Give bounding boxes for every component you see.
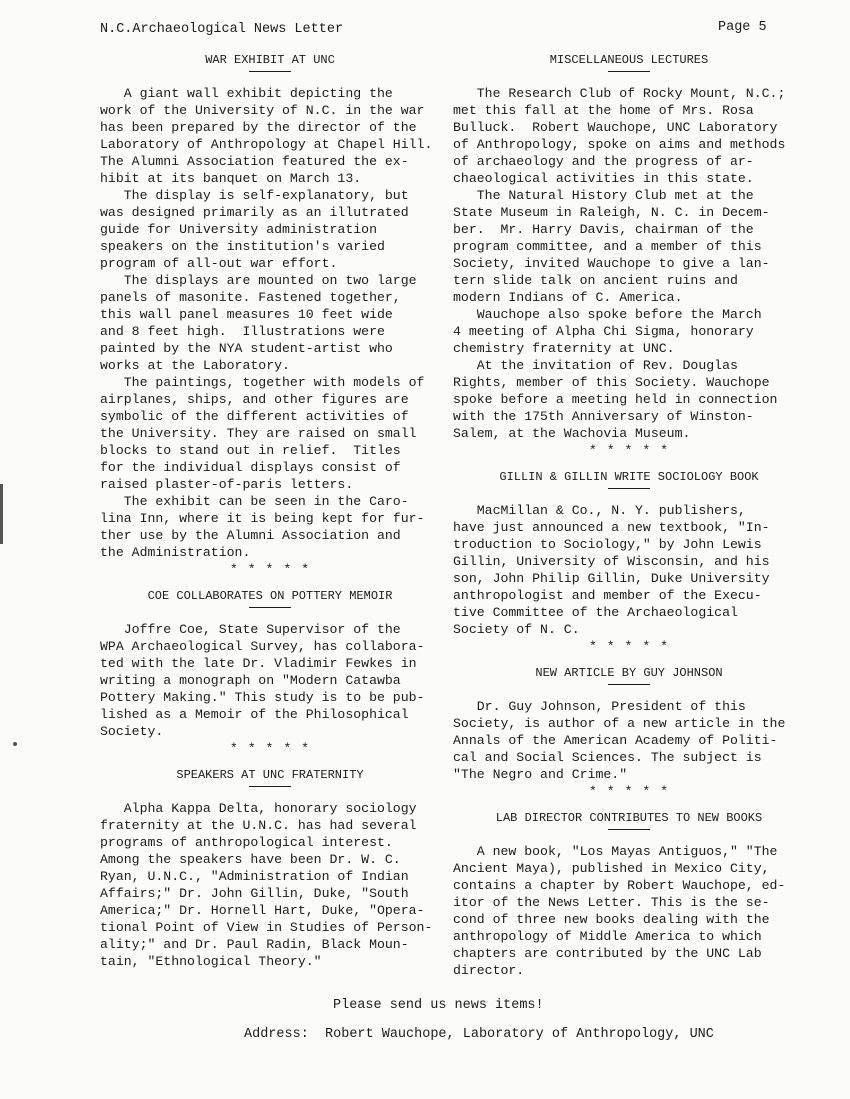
body-text-line: troduction to Sociology," by John Lewis (453, 537, 762, 552)
section-separator-stars: * * * * * (588, 443, 670, 458)
body-text-line: hibit at its banquet on March 13. (100, 171, 362, 186)
article-speakers-at-unc-fraternity (100, 767, 440, 974)
body-text-line: At the invitation of Rev. Douglas (453, 358, 738, 373)
body-text-line: America;" Dr. Hornell Hart, Duke, "Opera- (100, 903, 425, 918)
body-text-line: has been prepared by the director of the (100, 120, 417, 135)
body-text-line: A new book, "Los Mayas Antiguos," "The (453, 844, 778, 859)
body-text-line: writing a monograph on "Modern Catawba (100, 673, 401, 688)
heading-underline (608, 829, 650, 830)
body-text-line: chemistry fraternity at UNC. (453, 341, 675, 356)
section-separator-stars: * * * * * (588, 639, 670, 654)
body-text-line: was designed primarily as an illutrated (100, 205, 409, 220)
article-gillin-gillin-write-sociology-book (453, 469, 805, 665)
body-text-line: Wauchope also spoke before the March (453, 307, 762, 322)
body-text-line: modern Indians of C. America. (453, 290, 683, 305)
body-text-line: chaeological activities in this state. (453, 171, 754, 186)
body-text-line: ted with the late Dr. Vladimir Fewkes in (100, 656, 417, 671)
body-text-line: work of the University of N.C. in the war (100, 103, 425, 118)
body-text-line: The display is self-explanatory, but (100, 188, 409, 203)
body-text-line: the University. They are raised on small (100, 426, 417, 441)
body-text-line: airplanes, ships, and other figures are (100, 392, 409, 407)
body-text-line: Society of N. C. (453, 622, 580, 637)
heading-underline (249, 607, 291, 608)
body-text-line: son, John Philip Gillin, Duke University (453, 571, 770, 586)
body-text-line: The Research Club of Rocky Mount, N.C.; (453, 86, 786, 101)
body-text-line: have just announced a new textbook, "In- (453, 520, 770, 535)
body-text-line: MacMillan & Co., N. Y. publishers, (453, 503, 746, 518)
article-coe-collaborates-on-pottery-memoir (100, 588, 440, 767)
body-text-line: Among the speakers have been Dr. W. C. (100, 852, 401, 867)
body-text-line: cal and Social Sciences. The subject is (453, 750, 762, 765)
body-text-line: the Administration. (100, 545, 251, 560)
footer-address: Address: Robert Wauchope, Laboratory of Anthropology, UNC (244, 1027, 714, 1042)
body-text-line: Joffre Coe, State Supervisor of the (100, 622, 401, 637)
body-text-line: fraternity at the U.N.C. has had several (100, 818, 417, 833)
body-text-line: The Alumni Association featured the ex- (100, 154, 409, 169)
heading-underline (608, 71, 650, 72)
heading-underline (249, 71, 291, 72)
body-text-line: guide for University administration (100, 222, 377, 237)
article-heading: MISCELLANEOUS LECTURES (549, 53, 709, 67)
body-text-line: lished as a Memoir of the Philosophical (100, 707, 409, 722)
body-text-line: Dr. Guy Johnson, President of this (453, 699, 746, 714)
body-text-line: tional Point of View in Studies of Person- (100, 920, 433, 935)
body-text-line: Rights, member of this Society. Wauchope (453, 375, 770, 390)
body-text-line: raised plaster-of-paris letters. (100, 477, 354, 492)
body-text-line: spoke before a meeting held in connection (453, 392, 778, 407)
article-new-article-by-guy-johnson (453, 665, 805, 810)
body-text-line: tain, "Ethnological Theory." (100, 954, 322, 969)
section-separator-stars: * * * * * (229, 741, 311, 756)
article-heading: LAB DIRECTOR CONTRIBUTES TO NEW BOOKS (495, 811, 763, 825)
body-text-line: cond of three new books dealing with the (453, 912, 770, 927)
body-text-line: tern slide talk on ancient ruins and (453, 273, 738, 288)
section-separator-stars: * * * * * (229, 562, 311, 577)
body-text-line: The displays are mounted on two large (100, 273, 417, 288)
body-text-line: Pottery Making." This study is to be pub- (100, 690, 425, 705)
body-text-line: Annals of the American Academy of Politi- (453, 733, 778, 748)
body-text-line: The paintings, together with models of (100, 375, 425, 390)
article-miscellaneous-lectures (453, 52, 805, 469)
body-text-line: tive Committee of the Archaeological (453, 605, 738, 620)
heading-underline (608, 488, 650, 489)
body-text-line: and 8 feet high. Illustrations were (100, 324, 385, 339)
scan-dot (13, 742, 17, 746)
body-text-line: ther use by the Alumni Association and (100, 528, 401, 543)
body-text-line: Bulluck. Robert Wauchope, UNC Laboratory (453, 120, 778, 135)
body-text-line: itor of the News Letter. This is the se- (453, 895, 770, 910)
body-text-line: ality;" and Dr. Paul Radin, Black Moun- (100, 937, 409, 952)
body-text-line: for the individual displays consist of (100, 460, 401, 475)
body-text-line: ber. Mr. Harry Davis, chairman of the (453, 222, 754, 237)
footer-request: Please send us news items! (333, 998, 544, 1013)
body-text-line: director. (453, 963, 525, 978)
right-column (453, 52, 805, 983)
article-heading: SPEAKERS AT UNC FRATERNITY (176, 768, 364, 782)
body-text-line: of archaeology and the progress of ar- (453, 154, 754, 169)
body-text-line: of Anthropology, spoke on aims and methods (453, 137, 786, 152)
body-text-line: Salem, at the Wachovia Museum. (453, 426, 691, 441)
left-column (100, 52, 440, 974)
heading-underline (249, 786, 291, 787)
body-text-line: anthropology of Middle America to which (453, 929, 762, 944)
body-text-line: met this fall at the home of Mrs. Rosa (453, 103, 754, 118)
body-text-line: Ryan, U.N.C., "Administration of Indian (100, 869, 409, 884)
body-text-line: Society, is author of a new article in the (453, 716, 786, 731)
body-text-line: A giant wall exhibit depicting the (100, 86, 393, 101)
body-text-line: symbolic of the different activities of (100, 409, 409, 424)
body-text-line: panels of masonite. Fastened together, (100, 290, 401, 305)
body-text-line: this wall panel measures 10 feet wide (100, 307, 393, 322)
body-text-line: lina Inn, where it is being kept for fur- (100, 511, 425, 526)
body-text-line: Society, invited Wauchope to give a lan- (453, 256, 770, 271)
body-text-line: contains a chapter by Robert Wauchope, ed- (453, 878, 786, 893)
article-war-exhibit-at-unc (100, 52, 440, 588)
body-text-line: chapters are contributed by the UNC Lab (453, 946, 762, 961)
body-text-line: program committee, and a member of this (453, 239, 762, 254)
body-text-line: Alpha Kappa Delta, honorary sociology (100, 801, 417, 816)
body-text-line: Society. (100, 724, 164, 739)
body-text-line: blocks to stand out in relief. Titles (100, 443, 401, 458)
article-heading: WAR EXHIBIT AT UNC (205, 53, 335, 67)
body-text-line: The Natural History Club met at the (453, 188, 754, 203)
heading-underline (608, 684, 650, 685)
body-text-line: "The Negro and Crime." (453, 767, 628, 782)
body-text-line: The exhibit can be seen in the Caro- (100, 494, 409, 509)
section-separator-stars: * * * * * (588, 784, 670, 799)
body-text-line: program of all-out war effort. (100, 256, 338, 271)
body-text-line: 4 meeting of Alpha Chi Sigma, honorary (453, 324, 754, 339)
body-text-line: Laboratory of Anthropology at Chapel Hill. (100, 137, 433, 152)
body-text-line: works at the Laboratory. (100, 358, 290, 373)
body-text-line: speakers on the institution's varied (100, 239, 385, 254)
page-number: Page 5 (718, 20, 767, 35)
article-heading: COE COLLABORATES ON POTTERY MEMOIR (147, 589, 393, 603)
body-text-line: State Museum in Raleigh, N. C. in Decem- (453, 205, 770, 220)
body-text-line: Affairs;" Dr. John Gillin, Duke, "South (100, 886, 409, 901)
newsletter-title: N.C.Archaeological News Letter (100, 22, 344, 37)
article-lab-director-contributes-to-new-books (453, 810, 805, 983)
body-text-line: anthropologist and member of the Execu- (453, 588, 762, 603)
body-text-line: painted by the NYA student-artist who (100, 341, 393, 356)
body-text-line: WPA Archaeological Survey, has collabora- (100, 639, 425, 654)
article-heading: GILLIN & GILLIN WRITE SOCIOLOGY BOOK (499, 470, 759, 484)
article-heading: NEW ARTICLE BY GUY JOHNSON (535, 666, 723, 680)
scan-edge-mark (0, 484, 3, 544)
body-text-line: programs of anthropological interest. (100, 835, 393, 850)
body-text-line: Ancient Maya), published in Mexico City, (453, 861, 770, 876)
body-text-line: Gillin, University of Wisconsin, and his (453, 554, 770, 569)
body-text-line: with the 175th Anniversary of Winston- (453, 409, 754, 424)
